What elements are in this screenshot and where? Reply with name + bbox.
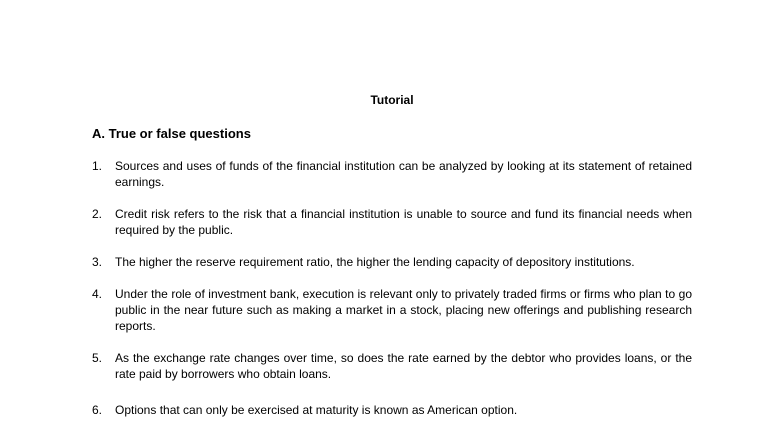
question-number: 3. xyxy=(92,255,103,269)
question-number: 5. xyxy=(92,351,103,365)
question-item-1 xyxy=(92,158,692,190)
document-title: Tutorial xyxy=(370,93,414,107)
question-text: Under the role of investment bank, execution is relevant only to privately traded firms or firms who plan to go public in the near future such as making a market in a stock, placing new offerings and publishing research reports. xyxy=(115,287,692,333)
question-text: Sources and uses of funds of the financial institution can be analyzed by looking at its statement of retained earnings. xyxy=(115,159,692,189)
question-number: 1. xyxy=(92,159,103,173)
question-text: Options that can only be exercised at maturity is known as American option. xyxy=(115,403,518,417)
question-text: The higher the reserve requirement ratio, the higher the lending capacity of depository institutions. xyxy=(115,255,635,269)
question-item-2 xyxy=(92,206,692,238)
question-item-4 xyxy=(92,286,692,334)
section-heading: A. True or false questions xyxy=(92,126,251,141)
question-text: Credit risk refers to the risk that a financial institution is unable to source and fund its financial needs when required by the public. xyxy=(115,207,692,237)
question-number: 2. xyxy=(92,207,103,221)
question-item-6 xyxy=(92,402,692,418)
question-item-3 xyxy=(92,254,692,270)
question-item-5 xyxy=(92,350,692,382)
question-text: As the exchange rate changes over time, so does the rate earned by the debtor who provides loans, or the rate paid by borrowers who obtain loans. xyxy=(115,351,692,381)
question-list xyxy=(92,158,692,434)
question-number: 4. xyxy=(92,287,103,301)
question-number: 6. xyxy=(92,403,103,417)
